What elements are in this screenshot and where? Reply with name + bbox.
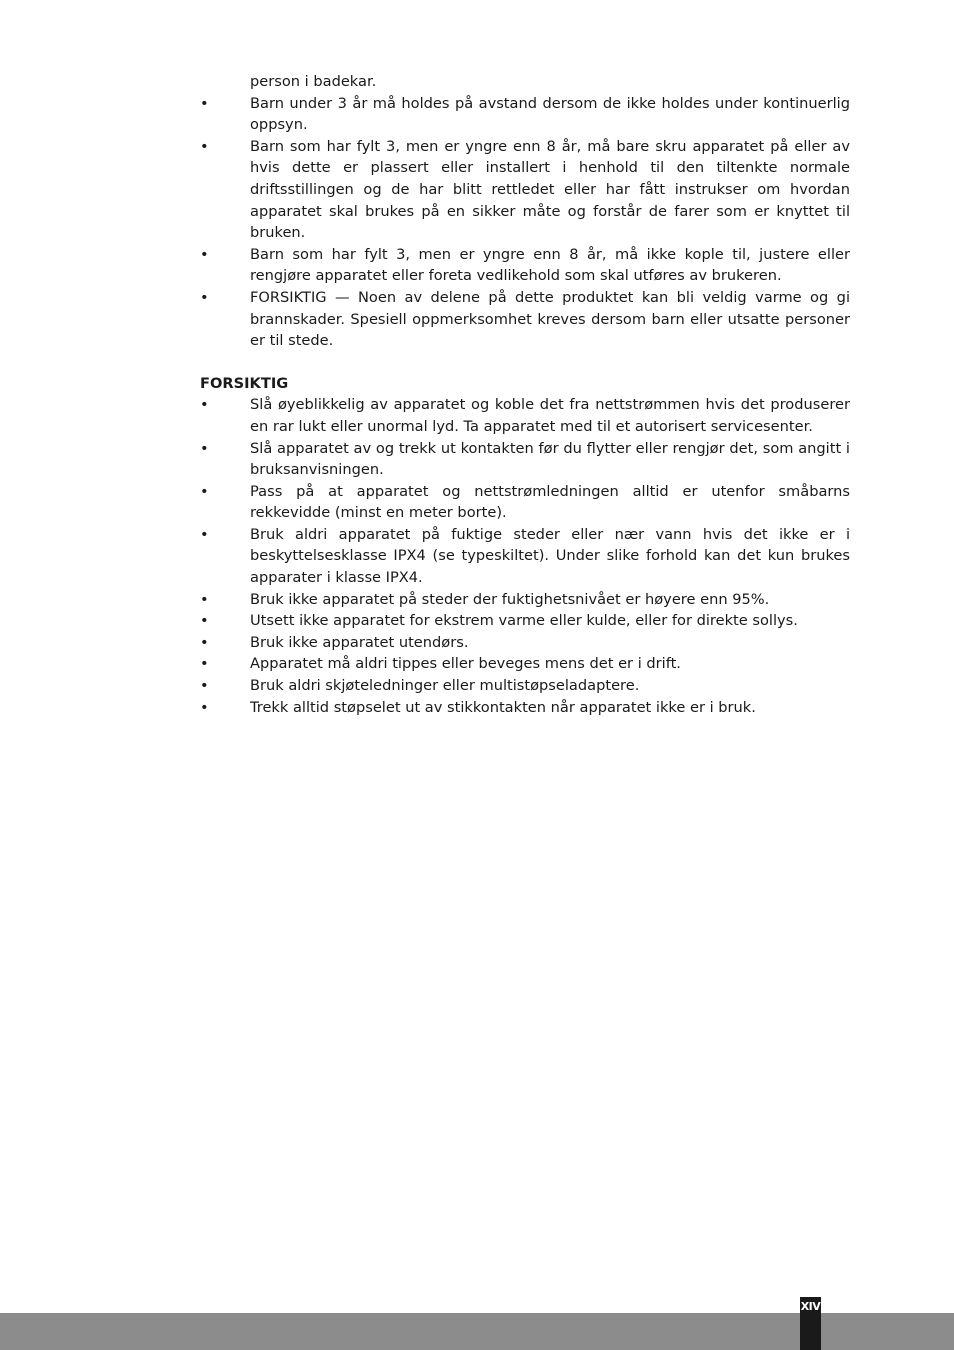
bullet-icon: •: [200, 655, 209, 673]
caution-list: [200, 394, 850, 718]
list-item: [200, 653, 850, 675]
list-item-text: Bruk aldri skjøteledninger eller multistøpseladaptere.: [250, 677, 640, 695]
list-item: [200, 610, 850, 632]
list-item: [200, 136, 850, 244]
bullet-icon: •: [200, 482, 209, 500]
list-item-text: Apparatet må aldri tippes eller beveges mens det er i drift.: [250, 655, 681, 673]
list-item: [200, 697, 850, 719]
list-item-text: Barn under 3 år må holdes på avstand dersom de ikke holdes under kontinuerlig oppsyn.: [250, 94, 850, 134]
list-item-text: Barn som har fylt 3, men er yngre enn 8 år, må bare skru apparatet på eller av hvis dette er plassert eller installert i henhold til den tiltenkte normale driftsstillingen og de har blitt rettledet eller har fått instrukser om hvordan apparatet skal brukes på en sikker måte og forstår de farer som er knyttet til bruken.: [250, 137, 850, 242]
bullet-icon: •: [200, 677, 209, 695]
continued-text: person i badekar.: [250, 73, 377, 90]
bullet-icon: •: [200, 245, 209, 263]
bullet-icon: •: [200, 525, 209, 543]
document-body: [200, 71, 850, 718]
list-item-text: Slå apparatet av og trekk ut kontakten før du flytter eller rengjør det, som angitt i bruksanvisningen.: [250, 439, 850, 479]
page-number: XIV: [800, 1297, 821, 1350]
list-item: [200, 438, 850, 481]
bullet-icon: •: [200, 396, 209, 414]
list-item: [200, 481, 850, 524]
bullet-icon: •: [200, 633, 209, 651]
list-item: [200, 524, 850, 589]
bullet-icon: •: [200, 612, 209, 630]
child-safety-list: [200, 93, 850, 352]
list-item: [200, 287, 850, 352]
list-item-text: Trekk alltid støpselet ut av stikkontakten når apparatet ikke er i bruk.: [250, 698, 756, 716]
bullet-icon: •: [200, 137, 209, 155]
list-item: [200, 632, 850, 654]
list-item: [200, 589, 850, 611]
list-item-text: Barn som har fylt 3, men er yngre enn 8 år, må ikke kople til, justere eller rengjøre apparatet eller foreta vedlikehold som skal utføres av brukeren.: [250, 245, 850, 285]
bullet-icon: •: [200, 94, 209, 112]
list-item: [200, 93, 850, 136]
section-heading: FORSIKTIG: [200, 374, 289, 392]
list-item: [200, 244, 850, 287]
list-item: [200, 394, 850, 437]
list-item-text: Pass på at apparatet og nettstrømledningen alltid er utenfor småbarns rekkevidde (minst en meter borte).: [250, 482, 850, 522]
list-item-text: FORSIKTIG — Noen av delene på dette produktet kan bli veldig varme og gi brannskader. Spesiell oppmerksomhet kreves dersom barn eller utsatte personer er til stede.: [250, 288, 850, 350]
list-item-text: Bruk ikke apparatet utendørs.: [250, 633, 469, 651]
list-item-text: Bruk aldri apparatet på fuktige steder eller nær vann hvis det ikke er i beskyttelsesklasse IPX4 (se typeskiltet). Under slike forhold kan det kun brukes apparater i klasse IPX4.: [250, 525, 850, 587]
bullet-icon: •: [200, 439, 209, 457]
list-item: [200, 675, 850, 697]
list-item-text: Slå øyeblikkelig av apparatet og koble det fra nettstrømmen hvis det produserer en rar lukt eller unormal lyd. Ta apparatet med til et autorisert servicesenter.: [250, 396, 850, 435]
bullet-icon: •: [200, 288, 209, 306]
bullet-icon: •: [200, 590, 209, 608]
list-item-text: Utsett ikke apparatet for ekstrem varme eller kulde, eller for direkte sollys.: [250, 612, 798, 630]
list-item-text: Bruk ikke apparatet på steder der fuktighetsnivået er høyere enn 95%.: [250, 590, 770, 608]
bullet-icon: •: [200, 698, 209, 716]
